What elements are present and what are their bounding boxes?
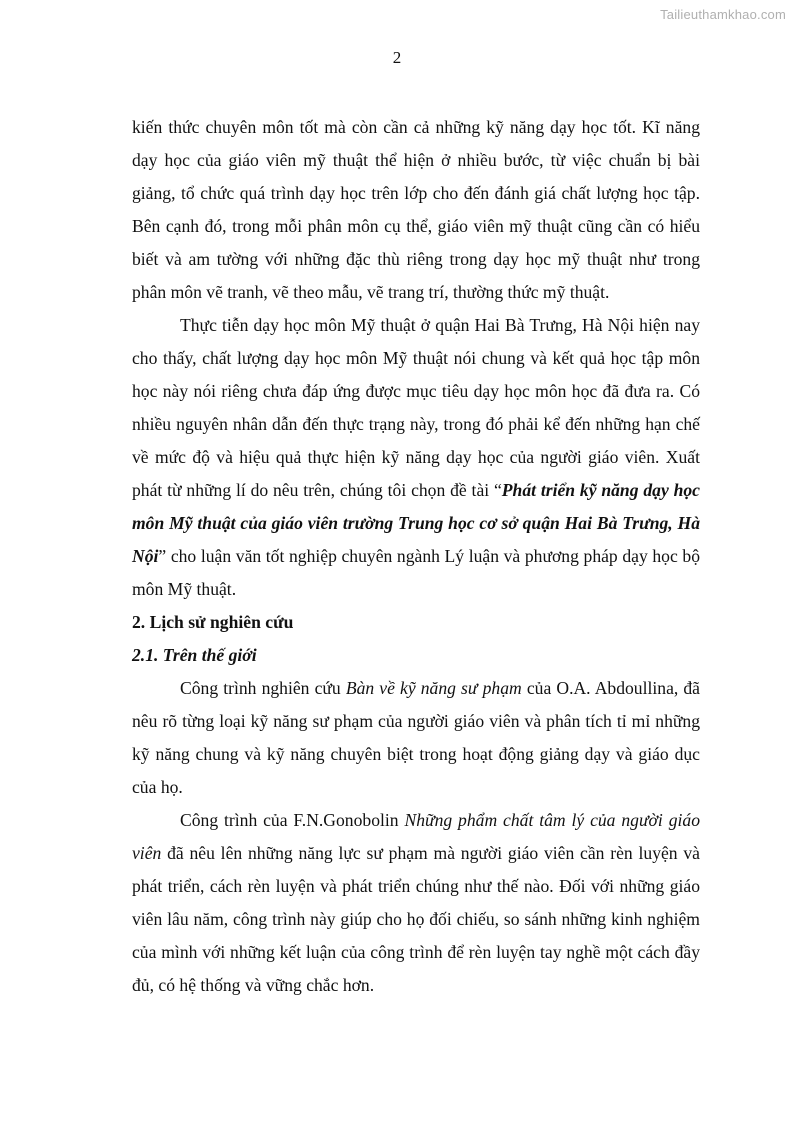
paragraph-3-text-start: Công trình nghiên cứu bbox=[180, 678, 346, 698]
paragraph-1 bbox=[132, 111, 700, 309]
paragraph-4-text-end: đã nêu lên những năng lực sư phạm mà người giáo viên cần rèn luyện và phát triển, cách rèn luyện và phát triển chúng như thế nào. Đối với những giáo viên lâu năm, công trình này giúp cho họ đối chiếu, so sánh những kinh nghiệm của mình với những kết luận của công trình để rèn luyện tay nghề một cách đầy đủ, có hệ thống và vững chắc hơn. bbox=[132, 843, 700, 995]
work-title-2: Những phẩm chất tâm lý của người giáo viên bbox=[132, 810, 700, 863]
paragraph-3 bbox=[132, 672, 700, 804]
thesis-title: Phát triển kỹ năng dạy học môn Mỹ thuật của giáo viên trường Trung học cơ sở quận Hai Bà Trưng, Hà Nội bbox=[132, 480, 700, 566]
paragraph-2 bbox=[132, 309, 700, 606]
document-body bbox=[132, 111, 700, 1002]
paragraph-1-text: kiến thức chuyên môn tốt mà còn cần cả những kỹ năng dạy học tốt. Kĩ năng dạy học của giáo viên mỹ thuật thể hiện ở nhiều bước, từ việc chuẩn bị bài giảng, tổ chức quá trình dạy học trên lớp cho đến đánh giá chất lượng học tập. Bên cạnh đó, trong mỗi phân môn cụ thể, giáo viên mỹ thuật cũng cần có hiểu biết và am tường với những đặc thù riêng trong dạy học mỹ thuật như trong phân môn vẽ tranh, vẽ theo mẫu, vẽ trang trí, thường thức mỹ thuật. bbox=[132, 117, 700, 302]
section-heading-2-1: 2.1. Trên thế giới bbox=[132, 645, 257, 665]
work-title-1: Bàn về kỹ năng sư phạm bbox=[345, 678, 522, 698]
paragraph-4-text-start: Công trình của F.N.Gonobolin bbox=[180, 810, 405, 830]
section-heading-2: 2. Lịch sử nghiên cứu bbox=[132, 612, 294, 632]
paragraph-3-text-end: của O.A. Abdoullina, đã nêu rõ từng loại kỹ năng sư phạm của người giáo viên và phân tích tỉ mỉ những kỹ năng chung và kỹ năng chuyên biệt trong hoạt động giảng dạy và giáo dục của họ. bbox=[132, 678, 700, 797]
paragraph-2-text-start: Thực tiễn dạy học môn Mỹ thuật ở quận Hai Bà Trưng, Hà Nội hiện nay cho thấy, chất lượng dạy học môn Mỹ thuật nói chung và kết quả học tập môn học này nói riêng chưa đáp ứng được mục tiêu dạy học môn học đã đưa ra. Có nhiều nguyên nhân dẫn đến thực trạng này, trong đó phải kể đến những hạn chế về mức độ và hiệu quả thực hiện kỹ năng dạy học của người giáo viên. Xuất phát từ những lí do nêu trên, chúng tôi chọn đề tài “ bbox=[132, 315, 700, 500]
paragraph-2-text-end: ” cho luận văn tốt nghiệp chuyên ngành Lý luận và phương pháp dạy học bộ môn Mỹ thuật. bbox=[132, 546, 700, 599]
watermark: Tailieuthamkhao.com bbox=[660, 7, 786, 22]
paragraph-4 bbox=[132, 804, 700, 1002]
page-number: 2 bbox=[392, 48, 402, 67]
